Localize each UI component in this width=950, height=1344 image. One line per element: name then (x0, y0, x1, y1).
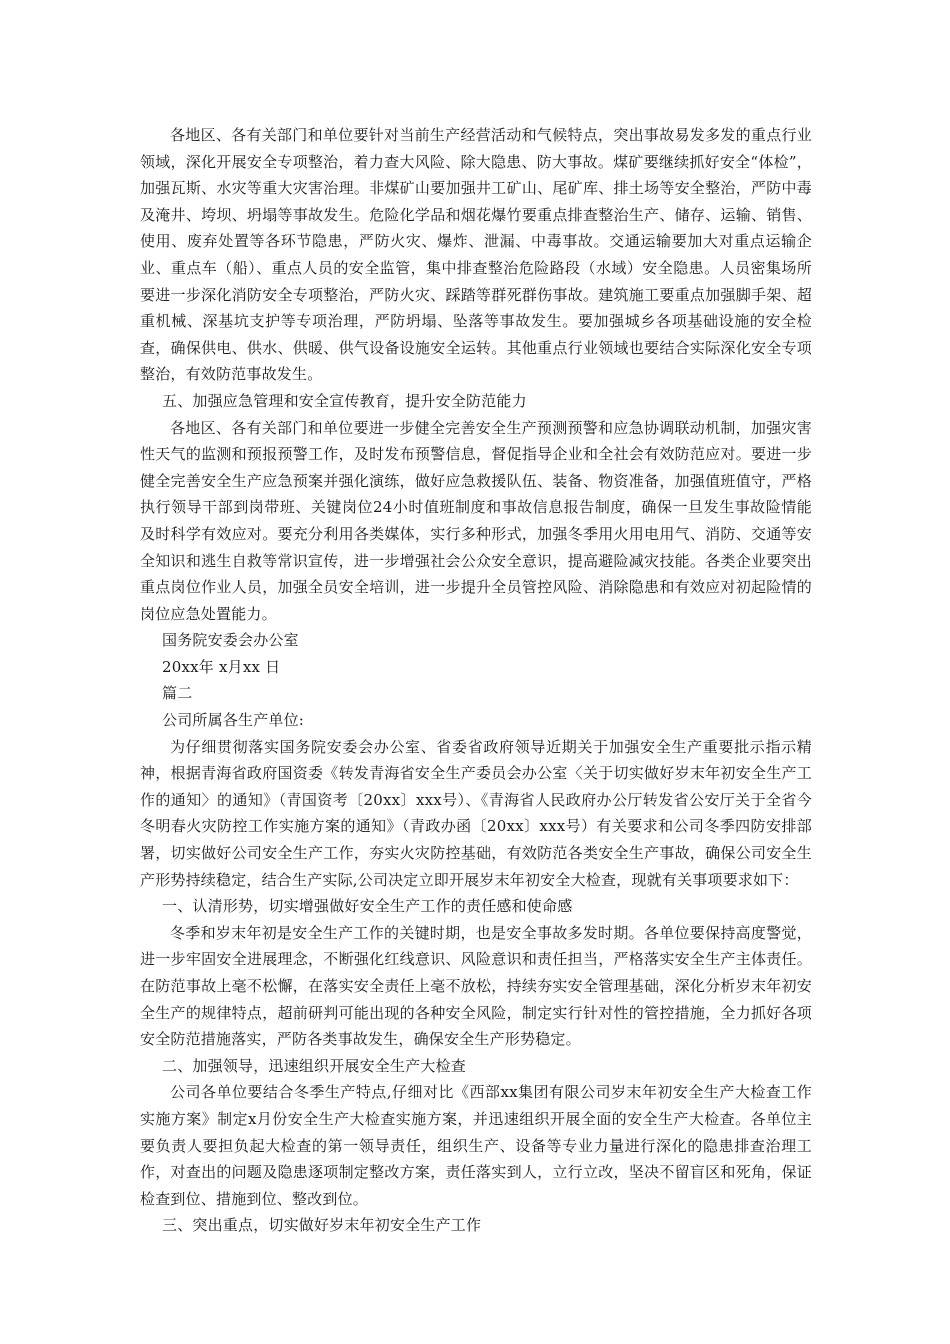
issuer-signature: 国务院安委会办公室 (162, 631, 299, 650)
document-body (140, 122, 812, 1239)
section-heading: 三、突出重点，切实做好岁末年初安全生产工作 (162, 1216, 482, 1235)
section-heading: 二、加强领导，迅速组织开展安全生产大检查 (162, 1056, 467, 1075)
body-paragraph: 各地区、各有关部门和单位要针对当前生产经营活动和气候特点，突出事故易发多发的重点行业领域，深化开展安全专项整治，着力查大风险、除大隐患、防大事故。煤矿要继续抓好安全“体检”，加强瓦斯、水灾等重大灾害治理。非煤矿山要加强井工矿山、尾矿库、排土场等安全整治，严防中毒及淹井、垮坝、坍塌等事故发生。危险化学品和烟花爆竹要重点排查整治生产、储存、运输、销售、使用、废弃处置等各环节隐患，严防火灾、爆炸、泄漏、中毒事故。交通运输要加大对重点运输企业、重点车（船）、重点人员的安全监管，集中排查整治危险路段（水域）安全隐患。人员密集场所要进一步深化消防安全专项整治，严防火灾、踩踏等群死群伤事故。建筑施工要重点加强脚手架、超重机械、深基坑支护等专项治理，严防坍塌、坠落等事故发生。要加强城乡各项基础设施的安全检查，确保供电、供水、供暖、供气设备设施安全运转。其他重点行业领域也要结合实际深化安全专项整治，有效防范事故发生。 (140, 126, 812, 384)
body-paragraph: 公司各单位要结合冬季生产特点,仔细对比《西部xx集团有限公司岁末年初安全生产大检查工作实施方案》制定x月份安全生产大检查实施方案，并迅速组织开展全面的安全生产大检查。各单位主要负责人要担负起大检查的第一领导责任，组织生产、设备等专业力量进行深化的隐患排查治理工作，对查出的问题及隐患逐项制定整改方案，责任落实到人，立行立改，坚决不留盲区和死角，保证检查到位、措施到位、整改到位。 (140, 1083, 812, 1208)
salutation: 公司所属各生产单位: (162, 711, 305, 730)
issue-date: 20xx年 x月xx 日 (162, 657, 281, 676)
body-paragraph: 冬季和岁末年初是安全生产工作的关键时期，也是安全事故多发时期。各单位要保持高度警觉，进一步牢固安全进展理念，不断强化红线意识、风险意识和责任担当，严格落实安全生产主体责任。在防范事故上毫不松懈，在落实安全责任上毫不放松，持续夯实安全管理基础，深化分析岁末年初安全生产的规律特点，超前研判可能出现的各种安全风险，制定实行针对性的管控措施，全力抓好各项安全防范措施落实，严防各类事故发生，确保安全生产形势稳定。 (140, 923, 812, 1049)
body-paragraph: 各地区、各有关部门和单位要进一步健全完善安全生产预测预警和应急协调联动机制，加强灾害性天气的监测和预报预警工作，及时发布预警信息，督促指导企业和全社会有效防范应对。要进一步健全完善安全生产应急预案并强化演练，做好应急救援队伍、装备、物资准备，加强值班值守，严格执行领导干部到岗带班、关键岗位24小时值班制度和事故信息报告制度，确保一旦发生事故险情能及时科学有效应对。要充分利用各类媒体，实行多种形式，加强冬季用火用电用气、消防、交通等安全知识和逃生自救等常识宣传，进一步增强社会公众安全意识，提高避险减灾技能。各类企业要突出重点岗位作业人员，加强全员安全培训，进一步提升全员管控风险、消除隐患和有效应对初起险情的岗位应急处置能力。 (140, 418, 812, 623)
section-heading: 一、认清形势，切实增强做好安全生产工作的责任感和使命感 (162, 897, 573, 916)
part-heading: 篇二 (162, 684, 193, 703)
section-heading: 五、加强应急管理和安全宣传教育，提升安全防范能力 (162, 391, 527, 410)
body-paragraph: 为仔细贯彻落实国务院安委会办公室、省委省政府领导近期关于加强安全生产重要批示指示精神，根据青海省政府国资委《转发青海省安全生产委员会办公室〈关于切实做好岁末年初安全生产工作的通知〉的通知》（青国资考〔20xx〕xxx号）、《青海省人民政府办公厅转发省公安厅关于全省今冬明春火灾防控工作实施方案的通知》（青政办函〔20xx〕xxx号）有关要求和公司冬季四防安排部署，切实做好公司安全生产工作，夯实火灾防控基础，有效防范各类安全生产事故，确保公司安全生产形势持续稳定，结合生产实际,公司决定立即开展岁末年初安全大检查，现就有关事项要求如下： (140, 737, 812, 889)
